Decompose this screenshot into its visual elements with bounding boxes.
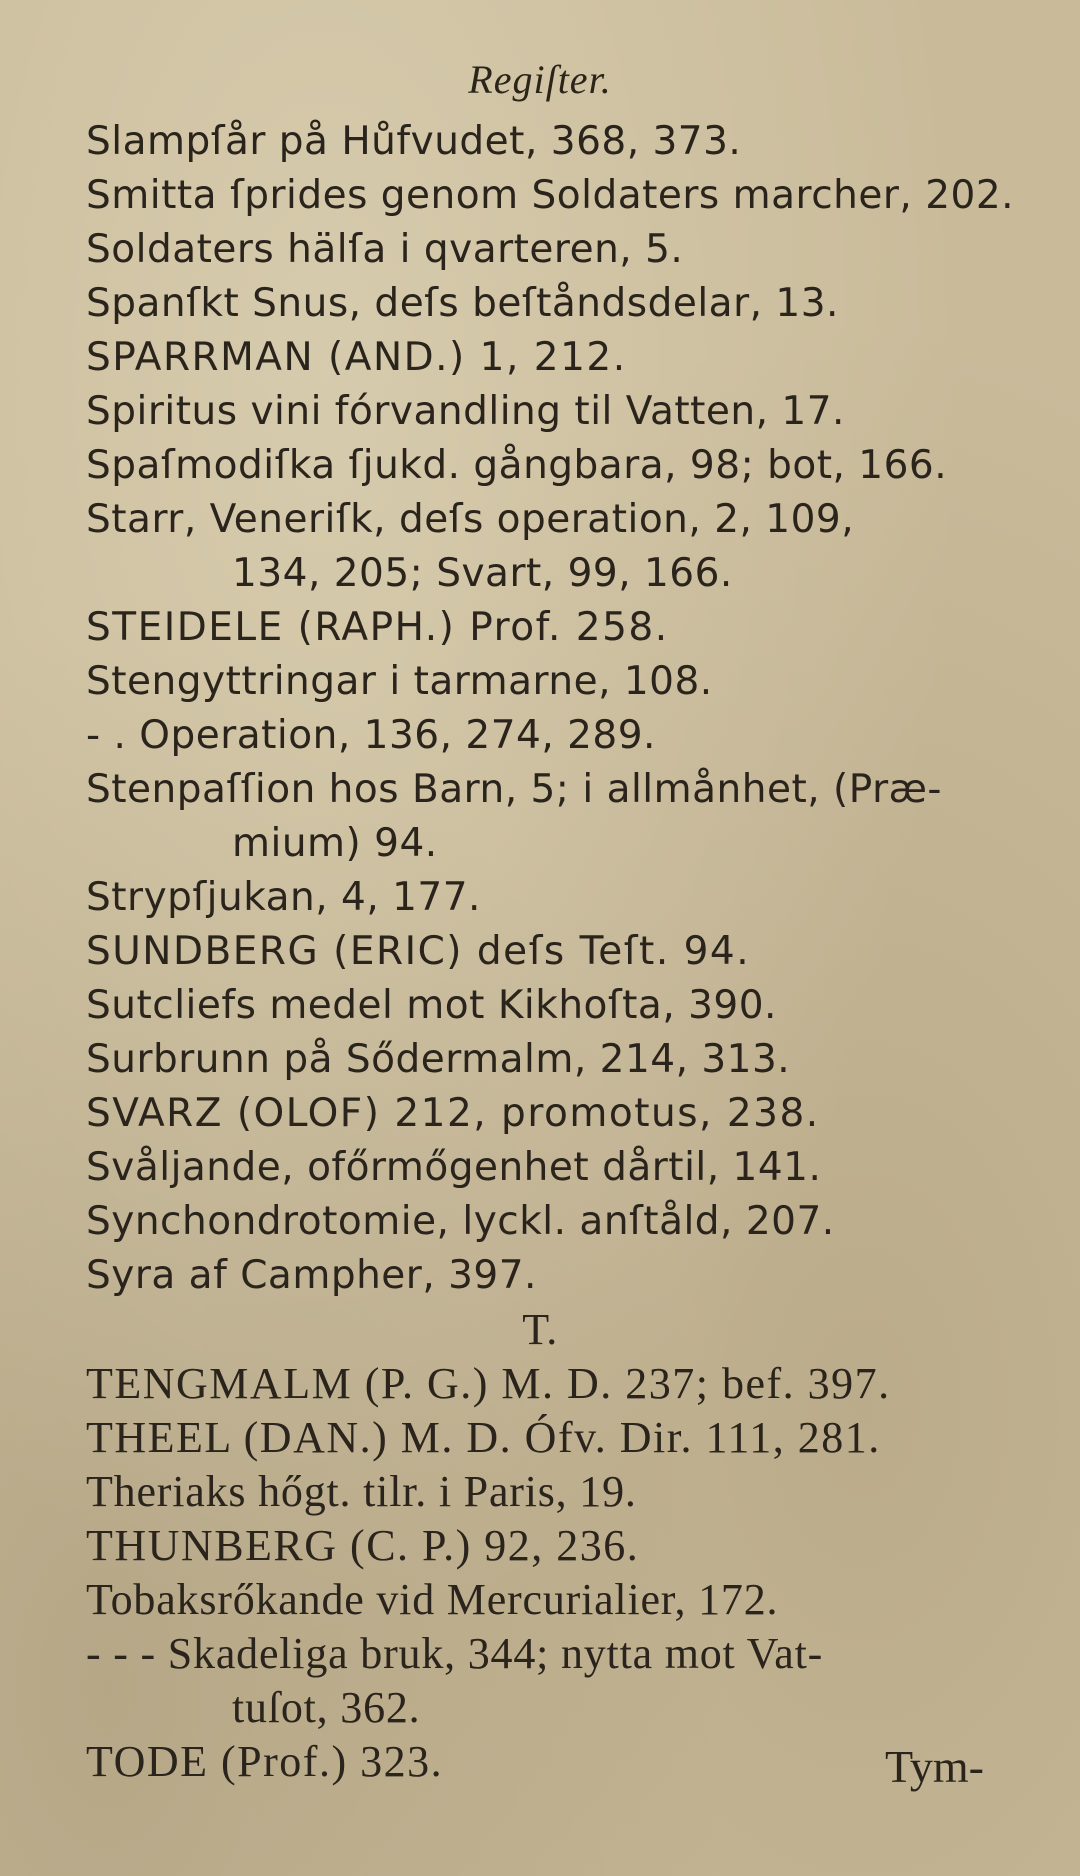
index-entry: THUNBERG (C. P.) 92, 236. (86, 1521, 640, 1570)
index-entry: Strypſjukan, 4, 177. (86, 875, 481, 920)
index-entry: Smitta ſprides genom Soldaters marcher, 202. (86, 173, 1015, 218)
index-entry: Sutcliefs medel mot Kikhoſta, 390. (86, 983, 777, 1028)
index-entry: Spiritus vini fórvandling til Vatten, 17. (86, 389, 845, 434)
index-entry: Soldaters hälſa i qvarteren, 5. (86, 227, 684, 272)
index-entry: Synchondrotomie, lyckl. anſtåld, 207. (86, 1199, 835, 1244)
index-entry: Spaſmodiſka ſjukd. gångbara, 98; bot, 166. (86, 443, 948, 488)
section-letter: T. (522, 1305, 558, 1354)
index-entry: TENGMALM (P. G.) M. D. 237; bef. 397. (86, 1359, 891, 1408)
index-entry: Svåljande, ofőrmőgenhet dårtil, 141. (86, 1145, 822, 1190)
index-entry: STEIDELE (RAPH.) Prof. 258. (86, 605, 669, 650)
index-entry: TODE (Prof.) 323. (86, 1737, 444, 1786)
index-entry: Syra af Campher, 397. (86, 1253, 537, 1298)
index-entry: SPARRMAN (AND.) 1, 212. (86, 335, 627, 380)
index-entry: Tobaksrőkande vid Mercurialier, 172. (86, 1575, 779, 1624)
index-entry: Slampſår på Hůfvudet, 368, 373. (86, 119, 742, 164)
index-entry-continuation: 134, 205; Svart, 99, 166. (232, 551, 733, 596)
index-entry-continuation: mium) 94. (232, 821, 438, 866)
index-entry: Stenpaſſion hos Barn, 5; i allmånhet, (Præ- (86, 767, 943, 812)
index-entry: - . Operation, 136, 274, 289. (86, 713, 656, 758)
index-entry: SVARZ (OLOF) 212, promotus, 238. (86, 1091, 820, 1136)
catchword: Tym- (885, 1741, 984, 1792)
index-entry: Spanſkt Snus, deſs beſtåndsdelar, 13. (86, 281, 839, 326)
index-entry: - - - Skadeliga bruk, 344; nytta mot Vat- (86, 1629, 824, 1678)
index-entry: Starr, Veneriſk, deſs operation, 2, 109, (86, 497, 855, 542)
index-entry: SUNDBERG (ERIC) deſs Teſt. 94. (86, 929, 751, 974)
index-entry-continuation: tuſot, 362. (232, 1683, 421, 1732)
index-entry: THEEL (DAN.) M. D. Ófv. Dir. 111, 281. (86, 1413, 881, 1462)
index-entry: Theriaks hőgt. tilr. i Paris, 19. (86, 1467, 637, 1516)
index-entry: Surbrunn på Sődermalm, 214, 313. (86, 1037, 791, 1082)
index-entry: Stengyttringar i tarmarne, 108. (86, 659, 713, 704)
page-header: Regiſter. (468, 57, 612, 102)
